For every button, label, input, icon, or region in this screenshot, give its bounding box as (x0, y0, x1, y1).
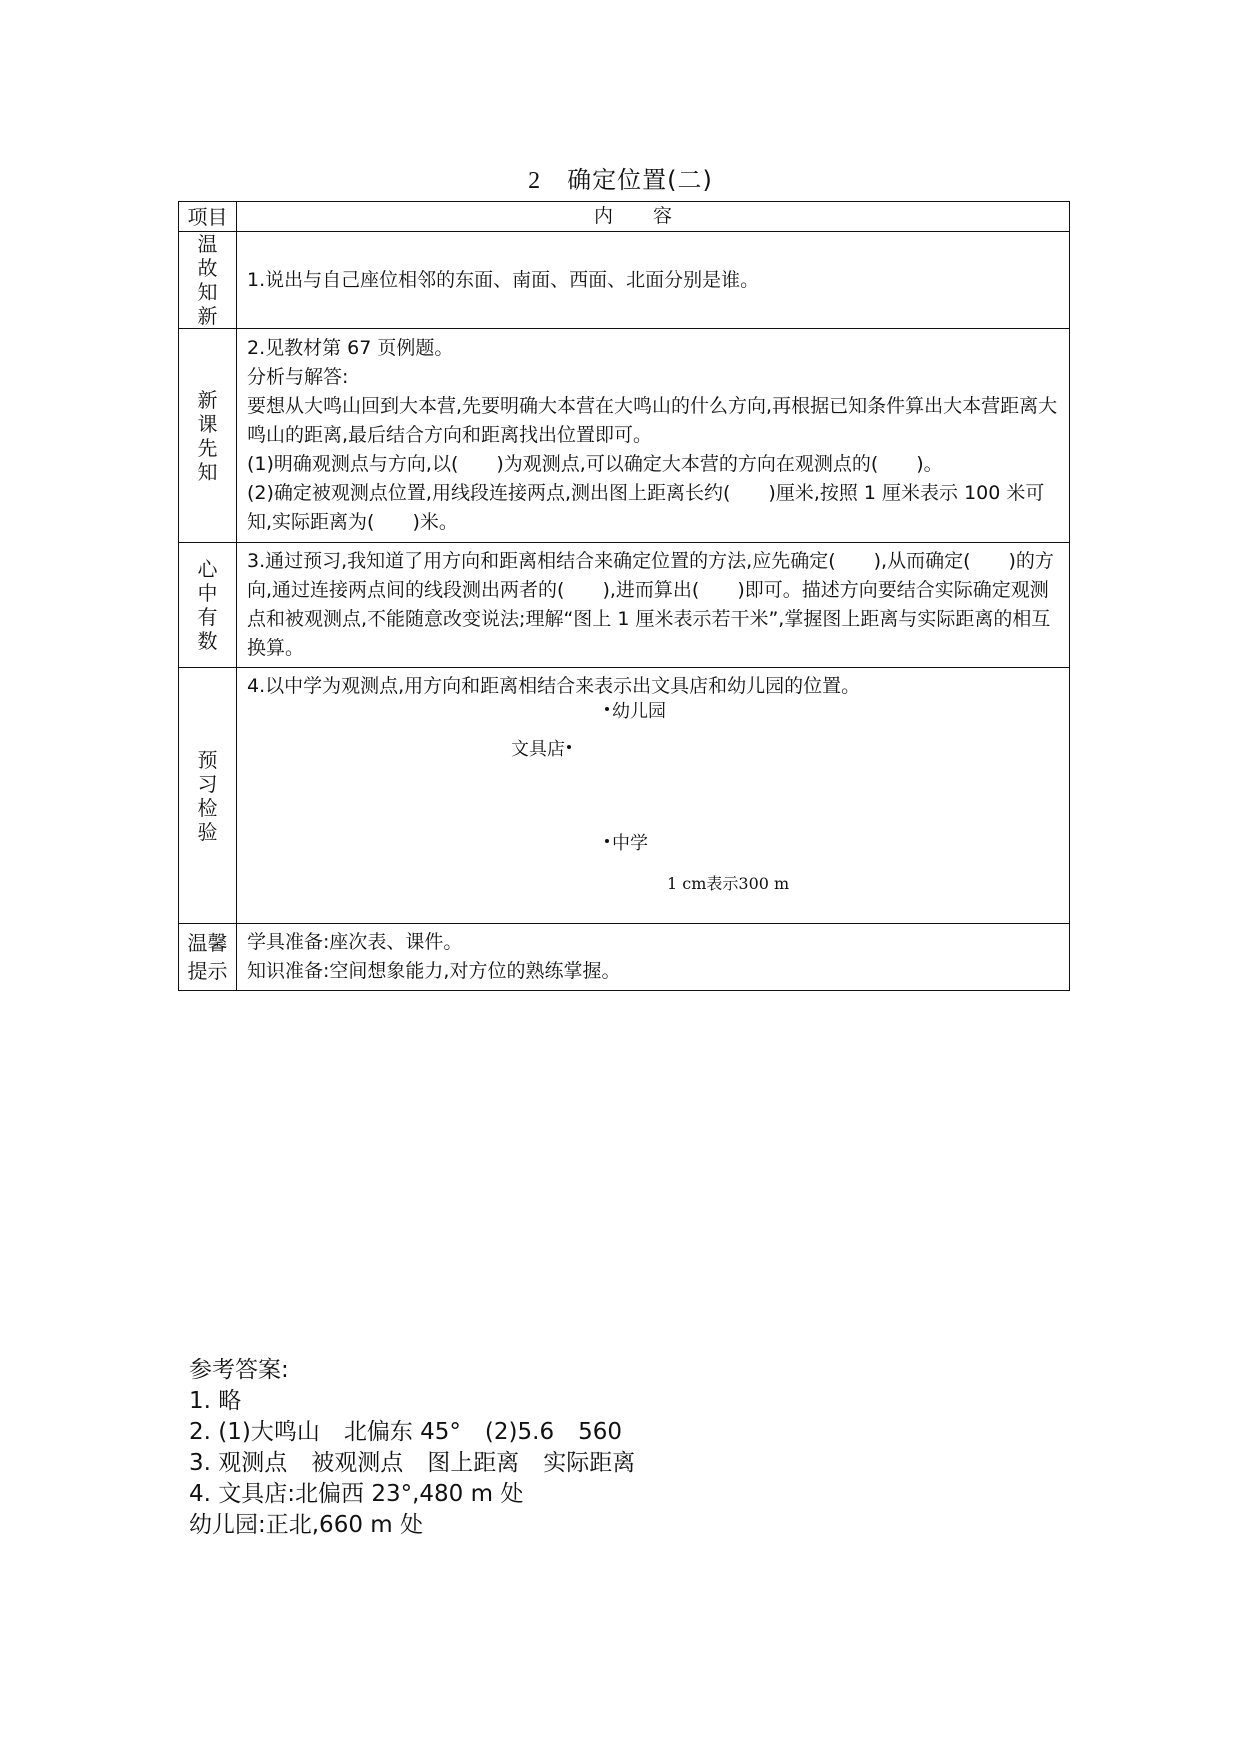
map-scale: 1 cm表示300 m (667, 874, 790, 893)
point-kindergarten: 幼儿园 (605, 697, 666, 726)
answer-2: 2. (1)大鸣山 北偏东 45° (2)5.6 560 (189, 1419, 622, 1445)
point-dot (605, 707, 609, 711)
page-title (0, 160, 1241, 195)
row-content (237, 668, 1070, 924)
answer-4: 4. 文具店:北偏西 23°,480 m 处 (189, 1481, 524, 1507)
row-label: 温馨 提示 (179, 924, 237, 991)
question-1: 1.说出与自己座位相邻的东面、南面、西面、北面分别是谁。 (247, 268, 760, 291)
row-label: 心 中 有 数 (179, 543, 237, 668)
header-item: 项目 (179, 202, 237, 232)
point-dot (567, 745, 571, 749)
table-row (179, 924, 1070, 991)
table-row (179, 543, 1070, 668)
point-school: 中学 (605, 829, 648, 858)
row-content (237, 329, 1070, 543)
knowledge-prep: 知识准备:空间想象能力,对方位的熟练掌握。 (247, 960, 621, 982)
point-dot (605, 839, 609, 843)
section-number: 2 (528, 168, 542, 194)
reference-answers (189, 1355, 635, 1541)
position-map (247, 701, 1059, 919)
row-label: 预 习 检 验 (179, 668, 237, 924)
question-3: 3.通过预习,我知道了用方向和距离相结合来确定位置的方法,应先确定( ),从而确定( )的方向,通过连接两点间的线段测出两者的( ),进而算出( )即可。描述方向要结合实际确定观测点和被观测点,不能随意改变说法;理解“图上 1 厘米表示若干米”,掌握图上距离与实际距离的相互换算。 (247, 550, 1054, 659)
answer-1: 1. 略 (189, 1388, 242, 1414)
table-row (179, 232, 1070, 329)
row-label: 新 课 先 知 (179, 329, 237, 543)
answers-heading: 参考答案: (189, 1357, 289, 1383)
lesson-table (178, 201, 1070, 991)
answer-4b: 幼儿园:正北,660 m 处 (189, 1512, 423, 1538)
tools-prep: 学具准备:座次表、课件。 (247, 931, 463, 953)
table-row (179, 329, 1070, 543)
analysis-text: 要想从大鸣山回到大本营,先要明确大本营在大鸣山的什么方向,再根据已知条件算出大本营距离大鸣山的距离,最后结合方向和距离找出位置即可。 (247, 395, 1058, 446)
question-2: 2.见教材第 67 页例题。 (247, 337, 454, 359)
section-title: 确定位置(二) (567, 166, 713, 194)
header-content: 内容 (237, 202, 1070, 232)
step-1: (1)明确观测点与方向,以( )为观测点,可以确定大本营的方向在观测点的( )。 (247, 453, 943, 475)
analysis-heading: 分析与解答: (247, 366, 349, 388)
row-content (237, 232, 1070, 329)
point-stationery: 文具店 (511, 735, 571, 764)
table-row (179, 668, 1070, 924)
table-header-row (179, 202, 1070, 232)
answer-3: 3. 观测点 被观测点 图上距离 实际距离 (189, 1450, 636, 1476)
step-2: (2)确定被观测点位置,用线段连接两点,测出图上距离长约( )厘米,按照 1 厘米表示 100 米可知,实际距离为( )米。 (247, 482, 1045, 533)
row-content (237, 924, 1070, 991)
question-4: 4.以中学为观测点,用方向和距离相结合来表示出文具店和幼儿园的位置。 (247, 675, 861, 697)
row-label: 温 故 知 新 (179, 232, 237, 329)
row-content (237, 543, 1070, 668)
